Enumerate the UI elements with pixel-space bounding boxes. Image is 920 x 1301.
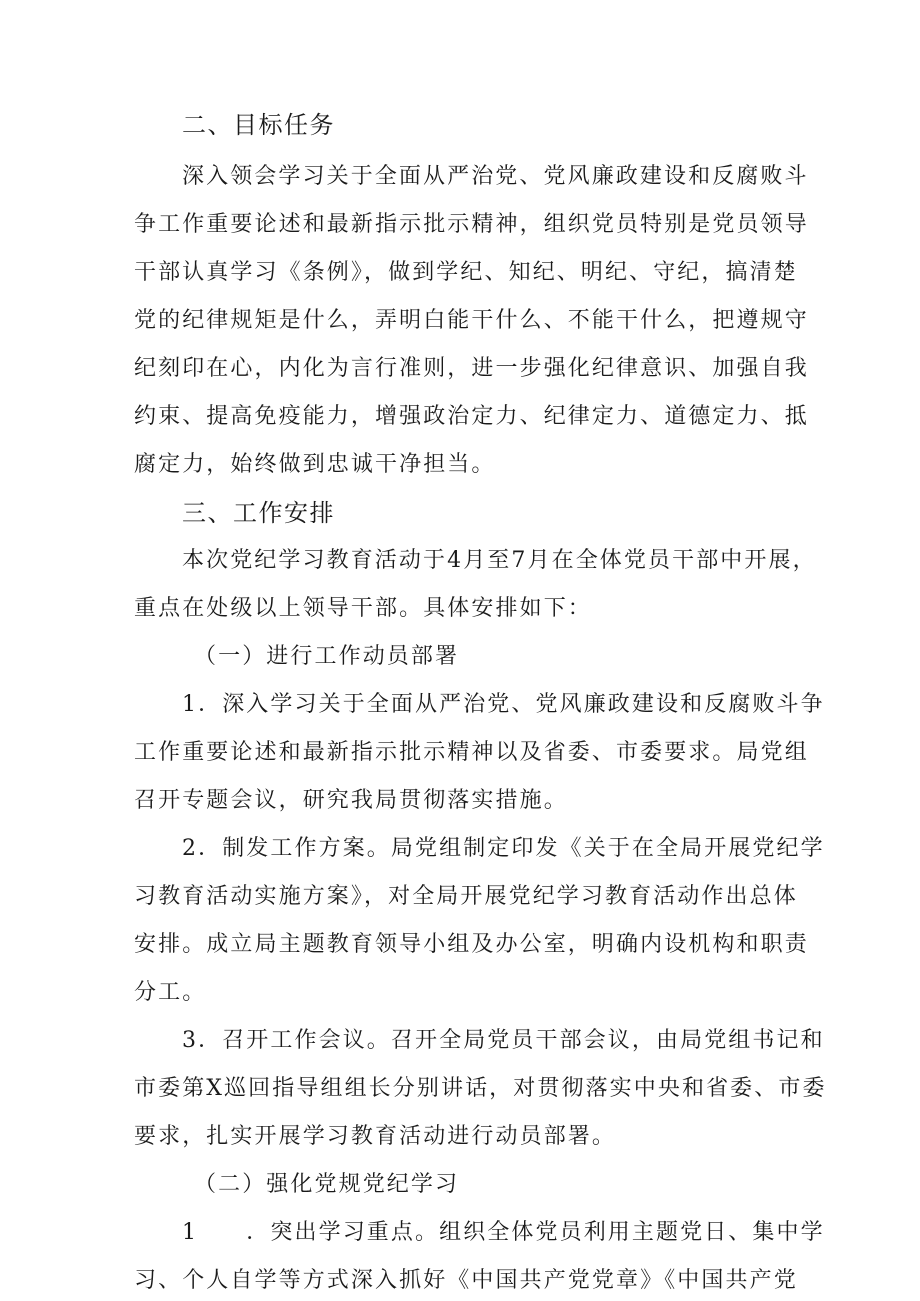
section-heading-goals: 二、目标任务 xyxy=(182,111,335,139)
list-item-line: 工作重要论述和最新指示批示精神以及省委、市委要求。局党组 xyxy=(134,740,809,765)
list-item-line: 2．制发工作方案。局党组制定印发《关于在全局开展党纪学 xyxy=(182,836,825,861)
subsection-title-mobilization: （一）进行工作动员部署 xyxy=(194,644,460,669)
paragraph-line: 深入领会学习关于全面从严治党、党风廉政建设和反腐败斗 xyxy=(182,164,809,189)
list-item-line: 召开专题会议，研究我局贯彻落实措施。 xyxy=(134,788,568,813)
list-item-line: 1．深入学习关于全面从严治党、党风廉政建设和反腐败斗争 xyxy=(182,692,825,717)
list-item-line: 习教育活动实施方案》，对全局开展党纪学习教育活动作出总体 xyxy=(134,884,798,909)
paragraph-line: 重点在处级以上领导干部。具体安排如下： xyxy=(134,596,592,621)
paragraph-line: 本次党纪学习教育活动于4月至7月在全体党员干部中开展， xyxy=(182,548,817,573)
paragraph-line: 约束、提高免疫能力，增强政治定力、纪律定力、道德定力、抵 xyxy=(134,404,809,429)
list-item-line: 要求，扎实开展学习教育活动进行动员部署。 xyxy=(134,1124,617,1149)
list-item-line: 1 ．突出学习重点。组织全体党员利用主题党日、集中学 xyxy=(182,1220,825,1245)
list-item-line: 安排。成立局主题教育领导小组及办公室，明确内设机构和职责 xyxy=(134,932,809,957)
paragraph-line: 腐定力，始终做到忠诚干净担当。 xyxy=(134,452,496,477)
list-item-line: 分工。 xyxy=(134,980,207,1005)
paragraph-line: 纪刻印在心，内化为言行准则，进一步强化纪律意识、加强自我 xyxy=(134,356,809,381)
section-heading-arrangements: 三、工作安排 xyxy=(182,499,335,527)
subsection-title-study: （二）强化党规党纪学习 xyxy=(194,1172,460,1197)
list-item-line: 习、个人自学等方式深入抓好《中国共产党党章》《中国共产党 xyxy=(134,1268,798,1293)
paragraph-line: 争工作重要论述和最新指示批示精神，组织党员特别是党员领导 xyxy=(134,212,809,237)
paragraph-line: 干部认真学习《条例》，做到学纪、知纪、明纪、守纪，搞清楚 xyxy=(134,260,798,285)
list-item-line: 市委第X巡回指导组组长分别讲话，对贯彻落实中央和省委、市委 xyxy=(134,1076,827,1101)
list-item-line: 3．召开工作会议。召开全局党员干部会议，由局党组书记和 xyxy=(182,1028,825,1053)
paragraph-line: 党的纪律规矩是什么，弄明白能干什么、不能干什么，把遵规守 xyxy=(134,308,809,333)
